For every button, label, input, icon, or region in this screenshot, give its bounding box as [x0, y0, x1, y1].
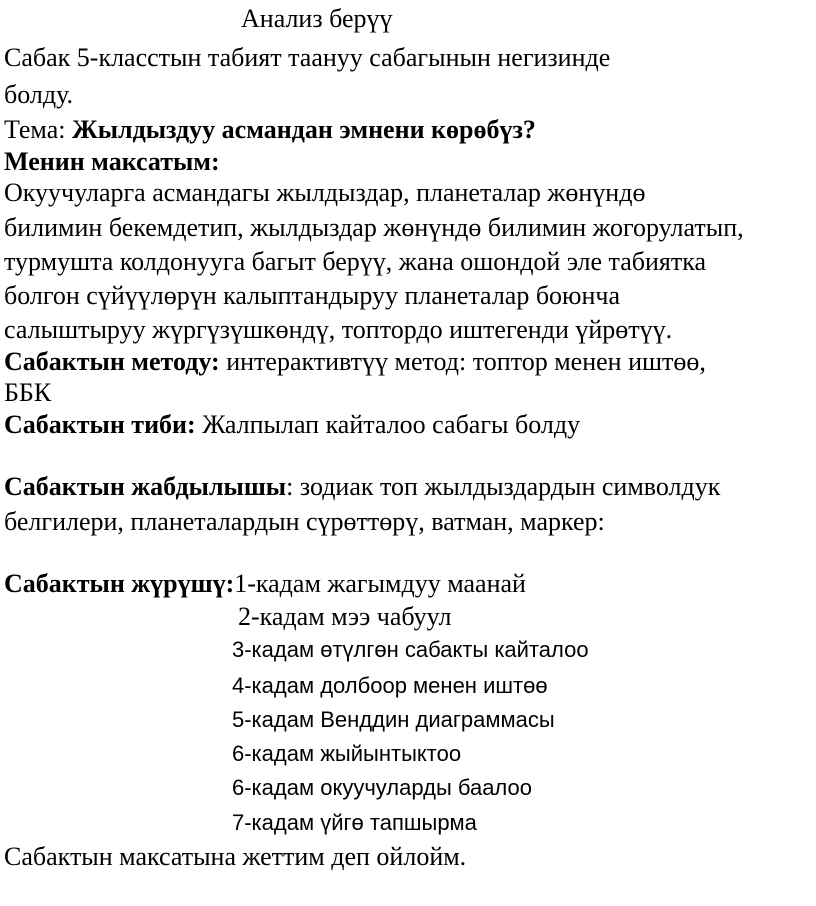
step-8: 7-кадам үйгө тапшырма: [232, 810, 477, 835]
goal-line-3: турмушта колдонууга багыт берүү, жана ошондой эле табиятка: [4, 247, 706, 276]
type-value: Жалпылап кайталоо сабагы болду: [195, 410, 581, 439]
method-line-2: ББК: [4, 378, 52, 407]
step-3: 3-кадам өтүлгөн сабакты кайталоо: [232, 637, 589, 662]
type-line: [4, 408, 580, 442]
step-1: 1-кадам жагымдуу маанай: [234, 569, 526, 598]
method-value: интерактивтүү метод: топтор менен иштөө,: [219, 347, 706, 376]
progress-line: [4, 567, 526, 601]
step-5: 5-кадам Венддин диаграммасы: [232, 707, 555, 732]
goal-line-4: болгон сүйүүлөрүн калыптандыруу планеталар боюнча: [4, 281, 621, 310]
topic-label: Тема:: [4, 115, 72, 144]
type-label: Сабактын тиби:: [4, 410, 196, 439]
goal-label: Менин максатым:: [4, 147, 220, 176]
step-2: 2-кадам мээ чабуул: [238, 602, 452, 631]
goal-line-2: билимин бекемдетип, жылдыздар жөнүндө билимин жогорулатып,: [4, 213, 744, 242]
step-7: 6-кадам окуучуларды баалоо: [232, 775, 532, 800]
goal-line-5: салыштыруу жүргүзүшкөндү, топтордо иштегенди үйрөтүү.: [4, 315, 673, 344]
method-label: Сабактын методу:: [4, 347, 220, 376]
equipment-line-2: белгилери, планеталардын сүрөттөрү, ватман, маркер:: [4, 507, 605, 536]
progress-label: Сабактын жүрүшү:: [4, 569, 235, 598]
step-4: 4-кадам долбоор менен иштөө: [232, 673, 548, 698]
document-title: Анализ берүү: [241, 4, 393, 33]
conclusion: Сабактын максатына жеттим деп ойлойм.: [4, 842, 467, 871]
topic-value: Жылдыздуу асмандан эмнени көрөбүз?: [71, 115, 536, 144]
intro-line-1: Сабак 5-класстын табият таануу сабагынын негизинде: [4, 43, 611, 72]
method-line: [4, 345, 706, 379]
goal-line-1: Окуучуларга асмандагы жылдыздар, планеталар жөнүндө: [4, 178, 646, 207]
equipment-value: : зодиак топ жылдыздардын символдук: [286, 472, 721, 501]
step-6: 6-кадам жыйынтыктоо: [232, 741, 462, 766]
intro-line-2: болду.: [4, 80, 73, 109]
topic-line: [4, 113, 536, 147]
equipment-line: [4, 470, 720, 504]
equipment-label: Сабактын жабдылышы: [4, 472, 287, 501]
